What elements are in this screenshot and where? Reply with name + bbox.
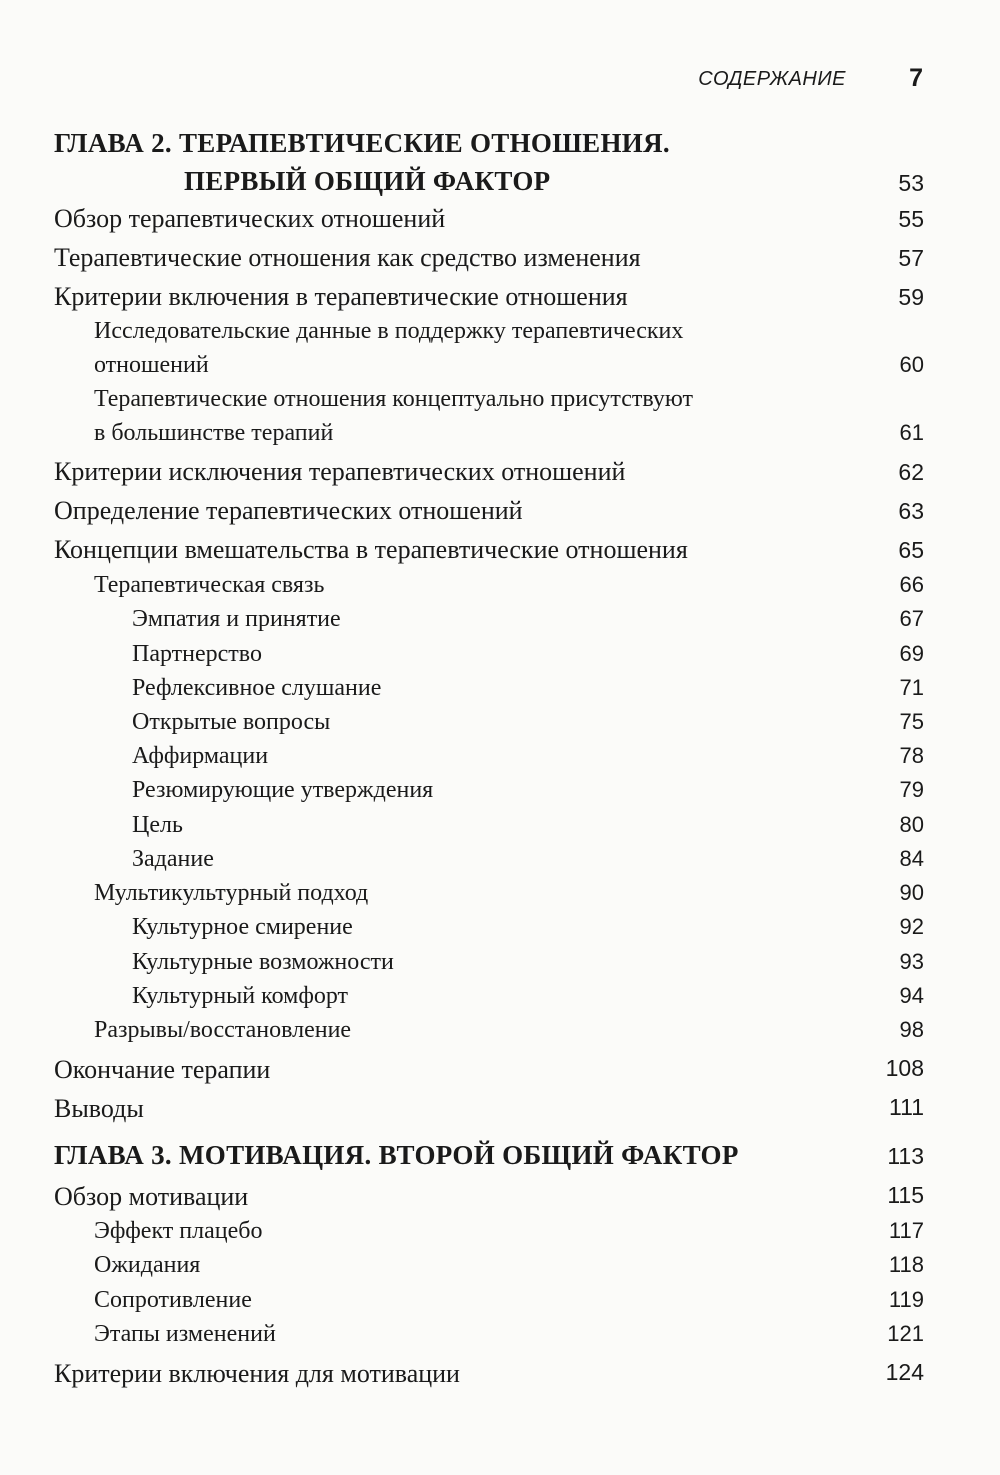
toc-page-number: 63 [898,498,924,524]
toc-page-number: 92 [899,914,924,939]
toc-entry-title: Цель [132,812,183,838]
toc-page-number: 75 [899,709,924,734]
toc-entry-title: Задание [132,846,214,872]
toc-page-number: 113 [887,1143,924,1169]
toc-page-number: 121 [887,1321,924,1346]
toc-entry-title: Партнерство [132,641,262,667]
toc-entry-title: Критерии включения в терапевтические отношения [54,282,628,311]
toc-page-number: 115 [887,1182,924,1208]
toc-page-number: 94 [899,983,924,1008]
toc-entry-title: Культурное смирение [132,914,353,940]
toc-page-number: 55 [898,206,924,232]
toc-entry-title: Обзор терапевтических отношений [54,204,446,233]
toc-page-number: 59 [898,284,924,310]
toc-page-number: 53 [898,170,924,196]
page-number: 7 [909,64,923,92]
toc-entry-title: Мультикультурный подход [94,880,369,906]
toc-entry-title: Этапы изменений [94,1321,276,1347]
toc-page-number: 118 [888,1252,924,1277]
toc-page-number: 57 [898,245,924,271]
toc-page-number: 62 [898,459,924,485]
chapter-title: ГЛАВА 3. МОТИВАЦИЯ. ВТОРОЙ ОБЩИЙ ФАКТОР [54,1140,739,1170]
toc-entry-title: Определение терапевтических отношений [54,496,523,525]
toc-page-number: 65 [898,537,924,563]
toc-entry-title: Эффект плацебо [94,1218,263,1244]
toc-page-number: 78 [899,743,924,768]
toc-entry-title: Эмпатия и принятие [132,606,341,632]
toc-entry-title: Ожидания [94,1252,201,1278]
toc-entry-title: Культурные возможности [132,949,394,975]
toc-entry-title: Культурный комфорт [132,983,349,1009]
toc-page-number: 98 [899,1017,924,1042]
toc-page-number: 66 [899,572,924,597]
toc-entry-title: Сопротивление [94,1287,252,1313]
toc-page-number: 84 [899,846,924,871]
toc-page-number: 93 [899,949,924,974]
toc-entry-title: Терапевтические отношения как средство изменения [54,243,641,272]
toc-entry-title: Резюмирующие утверждения [132,777,434,803]
toc-page-number: 119 [888,1287,924,1312]
toc-page-number: 69 [899,641,924,666]
toc-page-number: 61 [899,420,924,445]
toc-entry-title-line-2: отношений [94,352,209,378]
toc-entry-title: Аффирмации [132,743,269,769]
toc-page-number: 79 [899,777,924,802]
toc-page-number: 71 [899,675,924,700]
toc-entry-title: Рефлексивное слушание [132,675,382,701]
toc-page-number: 67 [899,606,924,631]
toc-page-number: 111 [889,1094,924,1120]
toc-entry-title: Концепции вмешательства в терапевтические отношения [54,535,688,564]
toc-page-number: 80 [899,812,924,837]
toc-entry-title-line-1: Терапевтические отношения концептуально присутствуют [94,386,693,412]
toc-entry-title: Терапевтическая связь [94,572,325,598]
chapter-title-line-1: ГЛАВА 2. ТЕРАПЕВТИЧЕСКИЕ ОТНОШЕНИЯ. [54,128,670,158]
chapter-title-line-2: ПЕРВЫЙ ОБЩИЙ ФАКТОР [184,166,551,196]
toc-page-number: 108 [885,1055,924,1081]
toc-page-number: 60 [899,352,924,377]
toc-entry-title: Разрывы/восстановление [94,1017,352,1043]
toc-entry-title: Критерии включения для мотивации [54,1359,460,1388]
toc-entry-title-line-1: Исследовательские данные в поддержку терапевтических [94,318,684,344]
toc-entry-title: Открытые вопросы [132,709,331,735]
toc-page-number: 124 [885,1359,924,1385]
toc-entry-title: Выводы [54,1094,144,1123]
toc-entry-title: Окончание терапии [54,1055,271,1084]
running-head-title: СОДЕРЖАНИЕ [698,68,846,90]
toc-entry-title: Критерии исключения терапевтических отношений [54,457,626,486]
toc-entry-title: Обзор мотивации [54,1182,249,1211]
toc-page-number: 90 [899,880,924,905]
toc-page-number: 117 [888,1218,924,1243]
toc-entry-title-line-2: в большинстве терапий [94,420,334,446]
